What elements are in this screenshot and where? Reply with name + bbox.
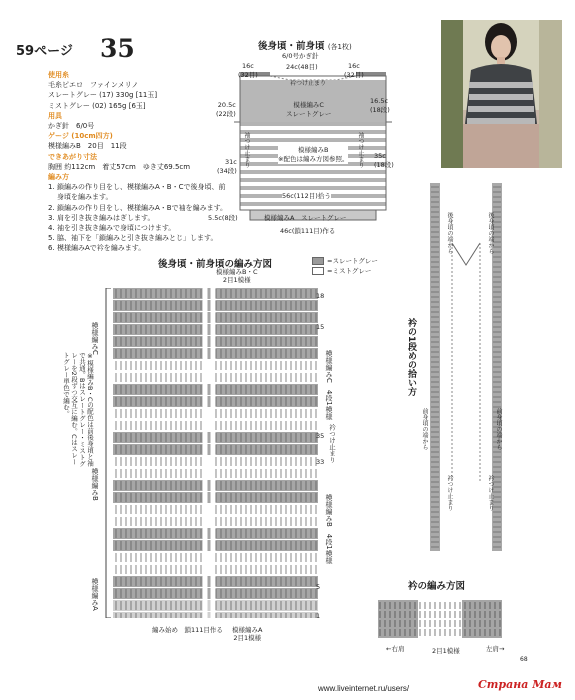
material-line: 毛糸ピエロ ファインメリノ	[48, 81, 139, 90]
step-number: 1.	[48, 183, 55, 192]
dim-top-mid: 24c(48目)	[286, 63, 318, 71]
stripe-band	[240, 122, 386, 126]
instruction-step	[48, 213, 228, 223]
dim-top-right: 16c (32目)	[344, 62, 364, 79]
collar-right-front: 前身頃の端から	[495, 408, 502, 450]
step-text: 鎖編みの作り目をし、模様編みA・B・Cで後身頃、前身頃を編みます。	[57, 183, 226, 202]
collar-chart-mid-label: 2目1模様	[432, 647, 460, 655]
instruction-step	[48, 243, 228, 253]
chart-bottom-pattern: 模様編みA 2目1模様	[232, 626, 263, 642]
pattern-number: 35	[100, 34, 135, 63]
chart-start: 編み始め 鎖111目作る	[152, 626, 223, 634]
material-line: スレートグレー (17) 330g [11玉]	[48, 91, 158, 100]
sleeve-mark-right-label: 袖つけ止まり	[357, 132, 364, 168]
legend-mist-swatch	[312, 267, 324, 275]
step-text: 鎖編みの作り目をし、模様編みA・Bで袖を編みます。	[57, 203, 228, 212]
chart-right-b: 模様編みB 4段1模様	[325, 494, 333, 564]
pattern-a-label: 模様編みA スレートグレー	[264, 214, 347, 222]
material-heading: ゲージ (10cm四方)	[48, 132, 113, 141]
material-line: 胸囲 約112cm 着丈57cm ゆき丈69.5cm	[48, 162, 191, 171]
chart-top-pattern: 模様編みB・C 2目1模様	[216, 268, 258, 284]
page-reference: 59ページ	[16, 44, 73, 59]
instruction-step	[48, 233, 228, 243]
model-photo	[441, 20, 562, 168]
row-num-35: 35	[316, 432, 325, 440]
row-num-18: 18	[316, 292, 325, 300]
collar-chart-title: 衿の編み方図	[408, 581, 466, 592]
instruction-step	[48, 182, 228, 202]
instructions-block	[48, 70, 228, 254]
material-heading: 用具	[48, 111, 62, 120]
step-text: 模様編みAで衿を編みます。	[57, 244, 146, 253]
chart-neck-mark: 衿つけ止まり	[328, 424, 336, 463]
step-number: 6.	[48, 244, 55, 253]
row-num-15: 15	[316, 323, 325, 331]
watermark-logo: Страна Мам	[478, 678, 562, 691]
chart-label-b: 模様編みB	[91, 468, 99, 501]
steps-list	[48, 182, 228, 253]
row-num-33: 33	[316, 458, 325, 466]
collar-right-back: 後身頃の端から	[487, 212, 494, 254]
neck-stop-label: 衿つけ止まり	[290, 80, 327, 87]
footer-url[interactable]: www.liveinternet.ru/users/	[318, 684, 410, 693]
schematic-title	[258, 38, 352, 52]
material-heading: できあがり寸法	[48, 152, 97, 161]
chart-label-a: 模様編みA	[91, 578, 99, 611]
stripe-band	[240, 170, 386, 174]
schematic-hook: 6/0号かぎ針	[282, 52, 319, 60]
dim-left-top: 20.5c (22段)	[216, 101, 236, 118]
dim-left-mid: 31c (34段)	[217, 158, 237, 175]
schematic-count: (各1枚)	[327, 43, 352, 51]
chart-note: ※模様編みB・Cの配色は前後身頃と袖で共通。Bはスレートグレー・ミストグレーを2段ずつ交互に編む。Cはスレートグレー単色で編む。	[62, 352, 94, 467]
step-text: 脇、袖下を「鎖編みと引き抜き編みとじ」します。	[57, 234, 218, 243]
step-text: 袖を引き抜き編みで身頃につけます。	[57, 224, 176, 233]
collar-left-back: 後身頃の端から	[446, 212, 453, 254]
instruction-step	[48, 223, 228, 233]
pattern-c-label: 模様編みC スレートグレー	[286, 101, 332, 118]
collar-chart-left	[378, 600, 418, 638]
material-heading: 編み方	[48, 173, 69, 182]
stripe-band	[240, 186, 386, 190]
dim-top-left: 16c (32目)	[238, 62, 258, 79]
page-corner-number: 68	[520, 656, 528, 663]
collar-left-front: 前身頃の端から	[421, 408, 428, 450]
collar-chart-left-label: ←右肩	[386, 645, 405, 653]
instruction-step	[48, 203, 228, 213]
row-num-1: 1	[316, 612, 321, 620]
collar-crochet-chart	[378, 598, 502, 642]
material-line: ミストグレー (02) 165g [6玉]	[48, 101, 146, 110]
legend-slate-swatch	[312, 257, 324, 265]
materials-list	[48, 70, 228, 182]
chart-left-bracket	[104, 288, 112, 618]
step-number: 5.	[48, 234, 55, 243]
dim-bottom-left: 5.5c(8段)	[208, 214, 238, 222]
collar-left-center: 衿つけ止まり	[446, 475, 453, 511]
collar-chart-right-label: 左肩→	[486, 645, 505, 653]
collar-chart-right	[462, 600, 502, 638]
sleeve-mark-left-label: 袖つけ止まり	[243, 132, 250, 168]
dim-right-top: 16.5c (18段)	[370, 97, 390, 114]
chart-label-c: 模様編みC	[91, 322, 99, 355]
step-number: 4.	[48, 224, 55, 233]
schematic-title-text: 後身頃・前身頃	[258, 41, 325, 52]
material-heading: 使用糸	[48, 71, 69, 79]
bottom-width-label: 56c(112目)拾う	[282, 192, 331, 200]
chart-right-c: 模様編みC 4段1模様	[325, 350, 333, 420]
legend-slate: =スレートグレー	[312, 256, 378, 265]
row-num-5: 5	[316, 583, 321, 591]
model-photo-illustration	[441, 20, 562, 168]
legend-mist: =ミストグレー	[312, 266, 371, 275]
collar-right-center: 衿つけ止まり	[487, 475, 494, 511]
pattern-b-label: 模様編みB ※配色は編み方図参照。	[278, 146, 349, 163]
material-line: 模様編みB 20目 11段	[48, 142, 127, 151]
step-number: 2.	[48, 203, 55, 212]
collar-pickup-title: 衿の1段めの拾い方	[406, 318, 416, 397]
step-number: 3.	[48, 213, 55, 222]
collar-center-v	[452, 243, 480, 265]
dim-right-full: 35c (18段)	[374, 152, 394, 169]
chart-title: 後身頃・前身頃の編み方図	[158, 259, 273, 270]
material-line: かぎ針 6/0号	[48, 122, 95, 131]
stripe-band	[240, 178, 386, 182]
stripe-band	[240, 202, 386, 206]
step-text: 肩を引き抜き編みはぎします。	[57, 213, 155, 222]
bottom-chain-label: 46c(鎖111目)作る	[280, 227, 336, 235]
